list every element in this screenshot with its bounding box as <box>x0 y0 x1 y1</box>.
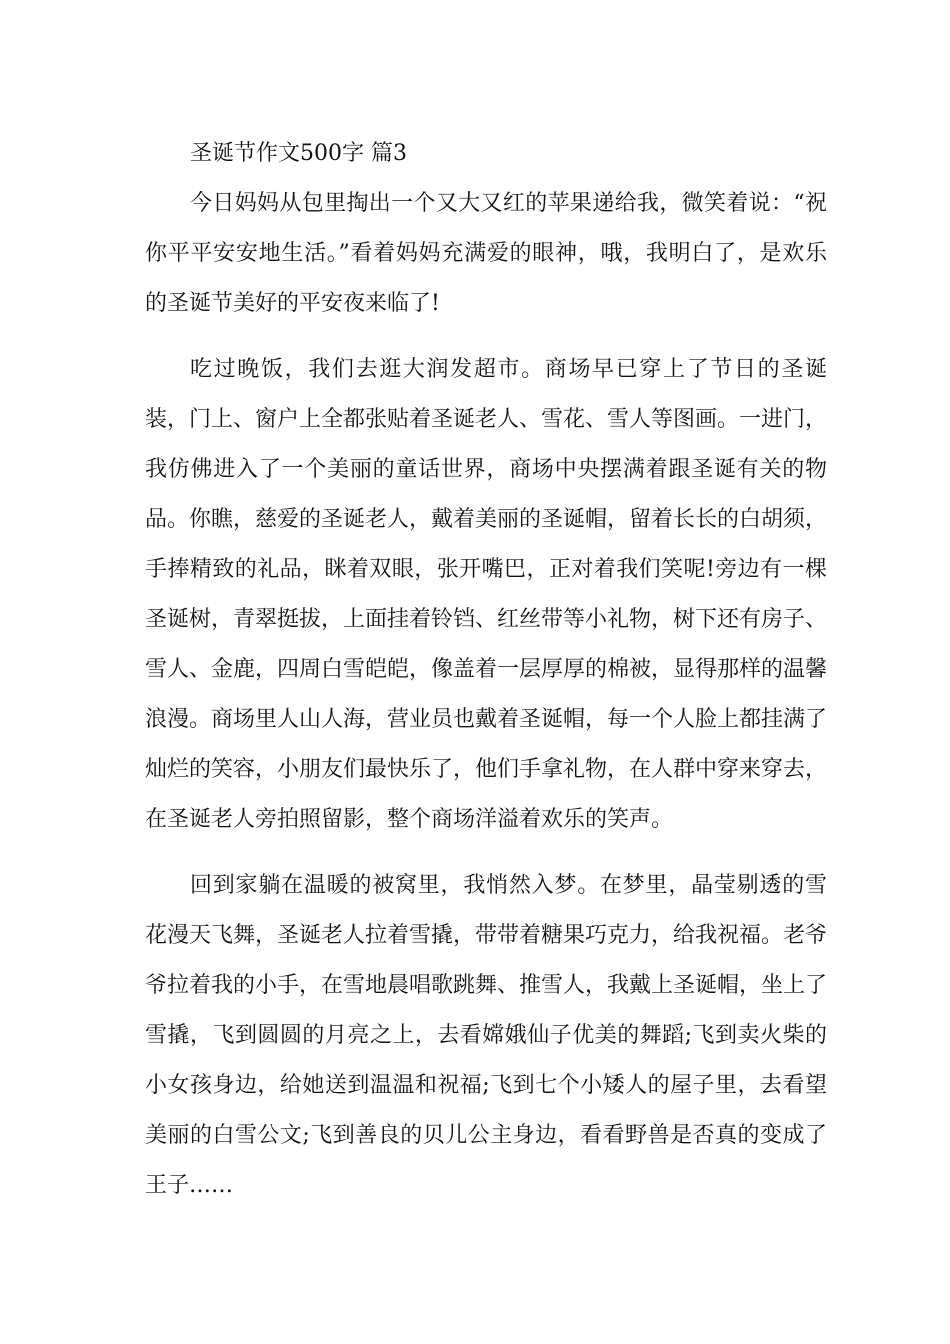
paragraph-1: 今日妈妈从包里掏出一个又大又红的苹果递给我，微笑着说：“祝你平平安安地生活。”看着妈妈充满爱的眼神，哦，我明白了，是欢乐的圣诞节美好的平安夜来临了! <box>145 191 827 316</box>
paragraph-3: 回到家躺在温暖的被窝里，我悄然入梦。在梦里，晶莹剔透的雪花漫天飞舞，圣诞老人拉着雪撬，带带着糖果巧克力，给我祝福。老爷爷拉着我的小手，在雪地晨唱歌跳舞、推雪人，我戴上圣诞帽，坐上了雪撬，飞到圆圆的月亮之上，去看嫦娥仙子优美的舞蹈;飞到卖火柴的小女孩身边，给她送到温温和祝福;飞到七个小矮人的屋子里，去看望美丽的白雪公文;飞到善良的贝儿公主身边，看看野兽是否真的变成了王子…… <box>145 873 828 1198</box>
document-body <box>145 129 827 1211</box>
paragraph-gap <box>145 845 827 861</box>
paragraph-gap <box>145 329 827 345</box>
paragraph-2: 吃过晚饭，我们去逛大润发超市。商场早已穿上了节日的圣诞装，门上、窗户上全都张贴着圣诞老人、雪花、雪人等图画。一进门，我仿佛进入了一个美丽的童话世界，商场中央摆满着跟圣诞有关的物品。你瞧，慈爱的圣诞老人，戴着美丽的圣诞帽，留着长长的白胡须，手捧精致的礼品，眯着双眼，张开嘴巴，正对着我们笑呢!旁边有一棵圣诞树，青翠挺拔，上面挂着铃铛、红丝带等小礼物，树下还有房子、雪人、金鹿，四周白雪皑皑，像盖着一层厚厚的棉被，显得那样的温馨浪漫。商场里人山人海，营业员也戴着圣诞帽，每一个人脸上都挂满了灿烂的笑容，小朋友们最快乐了，他们手拿礼物，在人群中穿来穿去，在圣诞老人旁拍照留影，整个商场洋溢着欢乐的笑声。 <box>145 357 828 832</box>
document-title: 圣诞节作文500字 篇3 <box>190 141 407 166</box>
